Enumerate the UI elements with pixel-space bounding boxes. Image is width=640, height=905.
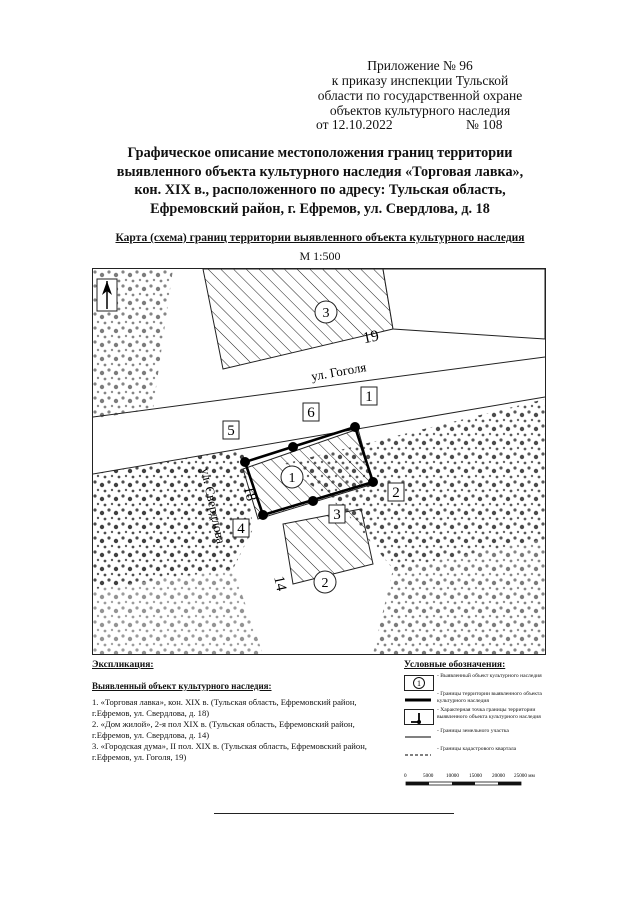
explication-subheading: Выявленный объект культурного наследия: bbox=[92, 681, 272, 691]
map-scale: М 1:500 bbox=[299, 249, 341, 263]
explication-line: 1. «Торговая лавка», кон. XIX в. (Тульская область, Ефремовский район, bbox=[92, 697, 357, 707]
order-line bbox=[316, 117, 546, 133]
legend-row-object bbox=[404, 673, 549, 693]
document-title bbox=[60, 144, 580, 218]
title-line: Графическое описание местоположения границ территории bbox=[127, 145, 513, 161]
point-label-4: 4 bbox=[237, 521, 245, 537]
boundary-line-icon bbox=[404, 693, 432, 707]
boundary-point-4 bbox=[258, 510, 268, 520]
house-number-18: 18 bbox=[240, 484, 260, 503]
object-1-label: 1 bbox=[288, 471, 296, 486]
boundary-point-2 bbox=[368, 477, 378, 487]
parcel-line-icon bbox=[404, 730, 432, 744]
legend-row-parcel bbox=[404, 728, 549, 748]
order-number: № 108 bbox=[466, 117, 503, 132]
legend-parcel-symbol bbox=[404, 730, 432, 744]
point-label-1: 1 bbox=[365, 389, 373, 405]
legend-territory-symbol bbox=[404, 693, 432, 707]
title-line: Ефремовский район, г. Ефремов, ул. Свердлова, д. 18 bbox=[150, 200, 490, 217]
legend-row-point bbox=[404, 707, 549, 727]
legend-text: - Выявленный объект культурного наследия bbox=[437, 673, 542, 679]
signature-line bbox=[214, 813, 454, 814]
explication-line: 2. «Дом жилой», 2-я пол XIX в. (Тульская область, Ефремовский район, bbox=[92, 719, 355, 729]
scale-bar-drawing bbox=[404, 768, 544, 792]
legend-heading: Условные обозначения: bbox=[404, 660, 506, 670]
appendix-line: к приказу инспекции Тульской bbox=[331, 73, 509, 88]
site-map bbox=[92, 268, 546, 655]
scale-label: 15000 bbox=[469, 773, 482, 779]
point-label-2: 2 bbox=[392, 485, 400, 501]
north-arrow-icon bbox=[97, 279, 117, 311]
object-2-label: 2 bbox=[321, 576, 329, 591]
explication-item bbox=[92, 697, 388, 719]
explication-line: г.Ефремов, ул. Свердлова, д. 14) bbox=[92, 730, 210, 740]
house-number-14: 14 bbox=[270, 574, 290, 593]
scale-label: 5000 bbox=[423, 773, 434, 779]
boundary-point-5 bbox=[240, 457, 250, 467]
site-map-drawing bbox=[93, 269, 545, 654]
legend-text: - Границы земельного участка bbox=[437, 728, 509, 734]
scale-label: 10000 bbox=[446, 773, 459, 779]
adjacent-lot bbox=[383, 269, 545, 339]
scale-bar bbox=[404, 768, 544, 792]
order-date: от 12.10.2022 bbox=[316, 117, 393, 132]
quarter-line-icon bbox=[404, 748, 432, 762]
object-3-label: 3 bbox=[322, 306, 330, 321]
scale-label: 20000 bbox=[492, 773, 505, 779]
boundary-point-icon bbox=[405, 710, 433, 724]
legend-point-symbol bbox=[404, 709, 434, 725]
appendix-header bbox=[290, 58, 550, 118]
legend-quarter-symbol bbox=[404, 748, 432, 762]
scale-label: 0 bbox=[404, 773, 407, 779]
point-label-3: 3 bbox=[333, 507, 341, 523]
explication-heading: Экспликация: bbox=[92, 660, 154, 670]
legend-text: - Границы кадастрового квартала bbox=[437, 746, 517, 752]
explication-line: г.Ефремов, ул. Свердлова, д. 18) bbox=[92, 708, 210, 718]
appendix-line: Приложение № 96 bbox=[367, 58, 473, 73]
title-line: выявленного объекта культурного наследия «Торговая лавка», bbox=[116, 163, 524, 180]
svg-text:1: 1 bbox=[417, 679, 421, 688]
legend-text: - Характерная точка границы территории выявленного объекта культурного наследия bbox=[437, 707, 541, 720]
scale-label: 25000 мм bbox=[514, 773, 535, 779]
boundary-point-3 bbox=[308, 496, 318, 506]
map-title: Карта (схема) границ территории выявленного объекта культурного наследия bbox=[115, 232, 525, 244]
house-number-19: 19 bbox=[361, 327, 381, 348]
explication-item bbox=[92, 741, 388, 763]
legend-text: - Границы территории выявленного объекта культурного наследия bbox=[437, 691, 542, 704]
explication-item bbox=[92, 719, 388, 741]
boundary-point-6 bbox=[288, 442, 298, 452]
boundary-point-1 bbox=[350, 422, 360, 432]
object-marker-icon bbox=[405, 676, 433, 690]
point-label-5: 5 bbox=[227, 423, 235, 439]
point-label-6: 6 bbox=[307, 405, 315, 421]
street-name-gogolya: ул. Гоголя bbox=[309, 359, 368, 384]
building-3 bbox=[203, 269, 393, 369]
explication-line: 3. «Городская дума», II пол. XIX в. (Тульская область, Ефремовский район, bbox=[92, 741, 367, 751]
legend-row-quarter bbox=[404, 746, 549, 766]
legend-object-symbol bbox=[404, 675, 434, 691]
street-name-sverdlova: ул. Свердлова bbox=[198, 466, 229, 546]
title-line: кон. XIX в., расположенного по адресу: Тульская область, bbox=[134, 182, 506, 198]
explication-line: г.Ефремов, ул. Гоголя, 19) bbox=[92, 752, 187, 762]
appendix-line: объектов культурного наследия bbox=[329, 103, 511, 118]
appendix-line: области по государственной охране bbox=[317, 88, 523, 103]
